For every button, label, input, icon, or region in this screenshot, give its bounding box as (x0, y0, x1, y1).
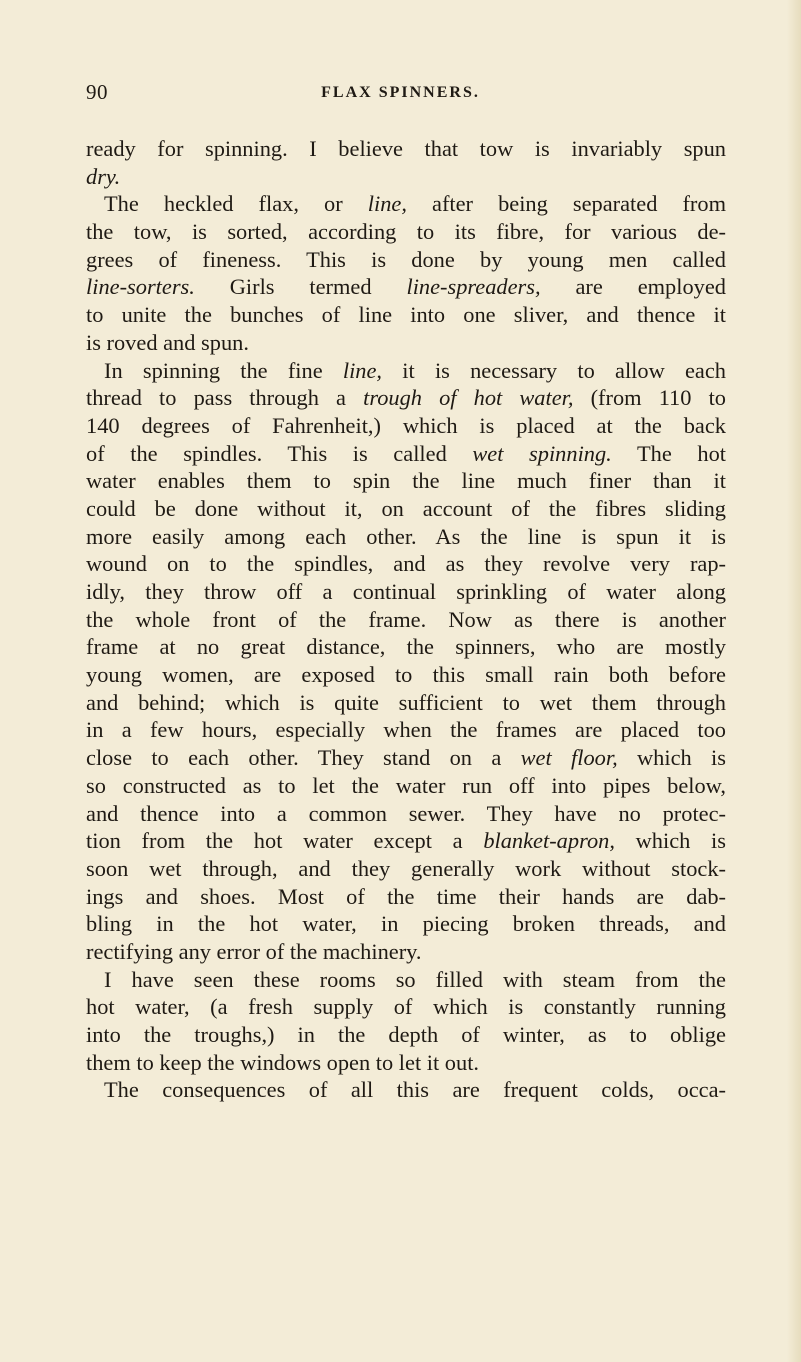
text-line: bling in the hot water, in piecing broken threads, and (86, 911, 726, 937)
text-line: The consequences of all this are frequent colds, occa- (104, 1077, 726, 1103)
text-line: more easily among each other. As the line is spun it is (86, 523, 726, 549)
text-line: In spinning the fine line, it is necessary to allow each (104, 357, 726, 383)
text-line: dry. (86, 163, 121, 189)
text-line: line-sorters. Girls termed line-spreaders, are employed (86, 274, 726, 300)
text-line: the tow, is sorted, according to its fibre, for various de- (86, 219, 726, 245)
text-line: ings and shoes. Most of the time their hands are dab- (86, 883, 726, 909)
text-line: of the spindles. This is called wet spinning. The hot (86, 440, 726, 466)
text-line: is roved and spun. (86, 329, 249, 355)
text-line: I have seen these rooms so filled with steam from the (104, 966, 726, 992)
text-line: ready for spinning. I believe that tow is invariably spun (86, 136, 726, 161)
text-line: and behind; which is quite sufficient to wet them through (86, 689, 726, 715)
text-line: them to keep the windows open to let it out. (86, 1049, 480, 1075)
page-number: 90 (86, 80, 108, 104)
page-header (0, 80, 801, 110)
text-line: young women, are exposed to this small rain both before (86, 662, 726, 688)
text-line: could be done without it, on account of the fibres sliding (86, 495, 726, 521)
body-text (86, 135, 726, 1104)
text-line: in a few hours, especially when the frames are placed too (86, 717, 726, 743)
page-edge-shadow (787, 0, 801, 1362)
text-line: grees of fineness. This is done by young men called (86, 246, 726, 272)
text-line: thread to pass through a trough of hot water, (from 110 to (86, 385, 726, 411)
text-line: The heckled flax, or line, after being separated from (104, 191, 726, 217)
text-line: frame at no great distance, the spinners, who are mostly (86, 634, 726, 660)
text-line: rectifying any error of the machinery. (86, 938, 422, 964)
text-line: to unite the bunches of line into one sliver, and thence it (86, 302, 726, 328)
text-line: so constructed as to let the water run off into pipes below, (86, 772, 726, 798)
text-line: and thence into a common sewer. They have no protec- (86, 800, 726, 826)
text-line: hot water, (a fresh supply of which is constantly running (86, 994, 726, 1020)
text-line: 140 degrees of Fahrenheit,) which is placed at the back (86, 412, 726, 438)
text-line: soon wet through, and they generally work without stock- (86, 855, 726, 881)
text-line: close to each other. They stand on a wet floor, which is (86, 745, 726, 771)
text-line: into the troughs,) in the depth of winter, as to oblige (86, 1022, 726, 1047)
text-line: wound on to the spindles, and as they revolve very rap- (86, 551, 726, 577)
text-line: the whole front of the frame. Now as there is another (86, 606, 726, 632)
text-line: tion from the hot water except a blanket-apron, which is (86, 828, 726, 854)
text-line: water enables them to spin the line much finer than it (86, 468, 726, 494)
running-head: FLAX SPINNERS. (321, 84, 480, 101)
text-line: idly, they throw off a continual sprinkling of water along (86, 579, 726, 604)
